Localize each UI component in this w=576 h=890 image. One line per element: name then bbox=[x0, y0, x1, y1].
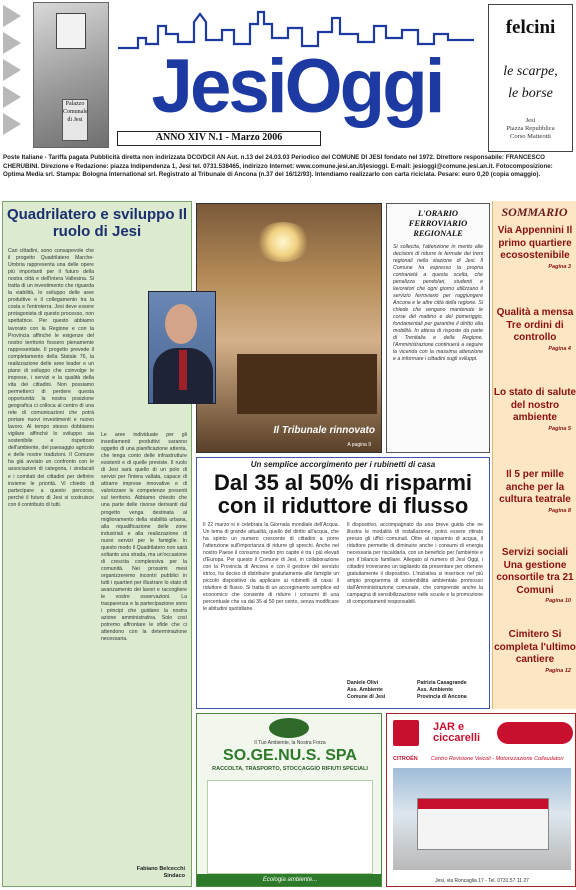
portrait-face bbox=[165, 304, 197, 344]
sommario-item-title: Qualità a mensa Tre ordini di controllo bbox=[496, 307, 574, 343]
tribunale-caption: Il Tribunale rinnovato bbox=[273, 425, 375, 436]
ad-felcini-tagline-1: le scarpe, bbox=[503, 64, 558, 79]
main-article-col2: Il dispositivo, accompagnato da una breve guida che ne illustra le modalità di installazione, potrà essere ritirato presso gli uffici comunali. Oltre al risparmio di acqua, il riduttore permette di diminuire anche i consumi di energia necessaria per riscaldarla, con un beneficio per l'ambiente e per il bilancio familiare. Allegato al numero di Jesi Oggi, i cittadini troveranno un tagliando da presentare per ottenere gratuitamente il dispositivo. L'iniziativa si inserisce nel più ampio programma di sostenibilità ambientale promosso dall'Amministrazione comunale, che comprende anche la campagna di sensibilizzazione nelle scuole e la promozione di comportamenti responsabili. bbox=[347, 522, 483, 605]
ad-jar-header bbox=[387, 714, 576, 754]
orario-body: Si sollecita, l'attenzione in merito alle decisioni di ridurre le fermate dei treni regionali nella stazione di Jesi. Il Comune ha espresso la propria contrarietà a questa scelta, che penalizza pendolari, studenti e lavoratori che ogni giorno utilizzano il servizio ferroviario per raggiungere Ancona e le altre città della regione. Si chiede che vengano mantenute le corse del mattino e del pomeriggio, fondamentali per garantire il diritto alla mobilità. In attesa di risposte da parte di Trenitalia e della Regione, l'Amministrazione continuerà a seguire la vicenda con la massima attenzione e a informare i cittadini sugli sviluppi. bbox=[393, 244, 483, 362]
ad-jar-ciccarelli[interactable] bbox=[386, 713, 576, 887]
ad-sogenus-footer: Ecologia ambiente... bbox=[197, 874, 382, 886]
ad-sogenus[interactable] bbox=[196, 713, 382, 887]
main-article-kicker: Un semplice accorgimento per i rubinetti di casa bbox=[250, 460, 436, 469]
sommario-item-title: Lo stato di salute del nostro ambiente bbox=[493, 387, 576, 423]
arrow-icon bbox=[3, 113, 21, 135]
issue-number: ANNO XIV N.1 - Marzo 2006 bbox=[117, 131, 321, 146]
sommario bbox=[492, 201, 576, 709]
ad-jar-photo bbox=[393, 768, 571, 870]
left-article-col2: Le aree individuate per gli insediamenti produttivi saranno oggetto di una pianificazione attenta, che tenga conto delle infrastrutture esistenti e di quelle previste. Il ruolo di Jesi sarà quello di un polo di servizi per l'intera vallata, capace di attrarre imprese innovative e di valorizzare le competenze presenti sul territorio. Abbiamo chiesto che una parte delle risorse derivanti dal progetto venga destinata al miglioramento della viabilità urbana, alla riqualificazione delle zone industriali e alla realizzazione di nuovi servizi per le famiglie. In questo modo il Quadrilatero non sarà soltanto una strada, ma un'occasione di crescita complessiva per la comunità. Nei prossimi mesi organizzeremo incontri pubblici in tutti i quartieri per illustrare lo stato di avanzamento dei lavori e raccogliere le vostre osservazioni. La trasparenza e la partecipazione sono i principi che guidano la nostra azione amministrativa. Solo così potremo affrontare le sfide che ci attendono con la determinazione necessaria. bbox=[101, 432, 187, 643]
ad-felcini-tagline bbox=[489, 61, 572, 105]
legal-notice: Poste Italiane - Tariffa pagata Pubblicità diretta non indirizzata DCO/DC/I AN Aut. n.13 del 24.03.03 Periodico del COMUNE DI JESI fondato nel 1972. Direttore responsabile: FRANCESCO CHERUBINI. Direzione e Redazione: piazza Indipendenza 1, Jesi tel. 0731.538465, indirizzo Internet: www.comune.jesi.an.it/jesioggi. E-mail: jesioggi@comune.jesi.an.it. Fotocomposizione: Optima Media srl. Stampa: Bologna International srl. Registrato al Tribunale di Ancona (n.37 del 16/12/93). Intendiamo realizzarlo con carta riciclata. Pesare: euro 0,20 (copia omaggio). bbox=[3, 154, 553, 179]
ad-felcini-brand: felcini bbox=[505, 17, 556, 38]
sommario-item-page: Pagina 5 bbox=[548, 425, 571, 432]
sommario-item-title: Via Appennini Il primo quartiere ecosostenibile bbox=[497, 225, 573, 261]
ad-jar-name-2: ciccarelli bbox=[433, 732, 481, 744]
citroen-logo-icon bbox=[393, 720, 419, 746]
ad-sogenus-certifications bbox=[207, 780, 373, 874]
courtroom-bench bbox=[237, 354, 377, 414]
ad-sogenus-name: SO.GE.NU.S. SPA bbox=[223, 747, 357, 764]
main-article-signature-right: Patrizia Casagrande Ass. Ambiente Provincia di Ancona bbox=[417, 680, 467, 700]
ad-jar-services: Centro Revisione Veicoli - Motorizzazione Collaudatori bbox=[431, 756, 564, 762]
left-article-signature: Fabiano Belcecchi Sindaco bbox=[136, 866, 185, 879]
portrait-tie bbox=[179, 350, 187, 390]
main-article bbox=[196, 457, 490, 709]
ad-jar-address: Jesi, via Roncaglia 17 - Tel. 0731.57 11 27 bbox=[435, 878, 529, 884]
main-article-signature-left: Daniele Olivi Ass. Ambiente Comune di Jesi bbox=[347, 680, 386, 700]
newspaper-logo: JesiOggi bbox=[151, 44, 443, 129]
sommario-item-page: Pagina 3 bbox=[548, 263, 571, 270]
mayor-portrait bbox=[148, 291, 216, 404]
sommario-title: SOMMARIO bbox=[501, 205, 568, 219]
sommario-item-page: Pagina 10 bbox=[545, 598, 571, 604]
palazzo-plaque: Palazzo Comunale di Jesi bbox=[62, 99, 88, 141]
ad-felcini[interactable] bbox=[488, 4, 573, 152]
dealership-building bbox=[417, 798, 549, 850]
wrench-icon bbox=[497, 722, 573, 744]
ad-felcini-address: Jesi Piazza Repubblica Corso Matteotti bbox=[506, 117, 555, 140]
sommario-item-page: Pagina 4 bbox=[548, 345, 571, 352]
ad-sogenus-motto: Il Tuo Ambiente, la Nostra Forza bbox=[254, 740, 326, 746]
tribunale-photo bbox=[196, 203, 382, 453]
arrow-icon bbox=[3, 5, 21, 27]
sommario-item[interactable] bbox=[493, 387, 576, 433]
arrow-icon bbox=[3, 86, 21, 108]
sommario-item[interactable] bbox=[493, 469, 576, 515]
sommario-item[interactable] bbox=[493, 629, 576, 675]
decorative-arrows bbox=[0, 2, 30, 147]
sommario-item[interactable] bbox=[493, 307, 576, 353]
sommario-item-page: Pagina 12 bbox=[545, 667, 571, 674]
orario-title: L'ORARIO FERROVIARIO REGIONALE bbox=[408, 208, 468, 238]
ad-felcini-tagline-2: le borse bbox=[508, 86, 553, 101]
left-article-title: Quadrilatero e sviluppo Il ruolo di Jesi bbox=[6, 206, 188, 240]
chandelier bbox=[255, 222, 311, 262]
ad-jar-name bbox=[433, 722, 480, 744]
sommario-item-title: Cimitero Si completa l'ultimo cantiere bbox=[494, 629, 576, 665]
arrow-icon bbox=[3, 59, 21, 81]
sommario-item-title: Il 5 per mille anche per la cultura teatrale bbox=[499, 469, 571, 505]
ad-jar-name-1: JAR e bbox=[433, 721, 465, 733]
ad-sogenus-services: RACCOLTA, TRASPORTO, STOCCAGGIO RIFIUTI SPECIALI bbox=[212, 766, 368, 772]
left-article-col1: Cari cittadini, sono consapevole che il progetto Quadrilatero Marche-Umbria rappresenta una delle opere più importanti per il futuro della nostra città e dell'intera Vallesina. Si tratta di un investimento che riguarda la viabilità, lo sviluppo delle aree produttive e il collegamento tra la costa e l'entroterra. Jesi deve essere protagonista di questo processo, non spettatrice. Per questo abbiamo lavorato con la Regione e con la Provincia affinché le esigenze del nostro territorio fossero pienamente rappresentate. Il progetto prevede il completamento della Statale 76, la realizzazione delle aree leader e un piano di sviluppo che coinvolge le imprese, i servizi e la qualità della vita dei cittadini. Non possiamo permetterci di perdere questa opportunità: la nostra posizione geografica ci colloca al centro di una rete di comunicazioni che potrà portare nuovi investimenti e nuovo lavoro. Al tempo stesso dobbiamo vigilare affinché lo sviluppo sia sostenibile e rispettoso dell'ambiente, del paesaggio agricolo e delle nostre tradizioni. Il Comune ha già avviato un confronto con le associazioni di categoria, i sindacati e i comitati dei cittadini per definire insieme le priorità. Vi chiedo di partecipare a questo percorso, perché il futuro di Jesi si costruisce con il contributo di tutti. bbox=[8, 248, 94, 508]
main-article-col1: Il 22 marzo si è celebrata la Giornata mondiale dell'Acqua. Un tema di grande attualità, quello del diritto all'acqua, che ha spinto un numero crescente di cittadini a porre l'attenzione sull'importanza di ridurre gli sprechi. Anche nel nostro Paese il consumo medio pro capite è tra i più elevati d'Europa. Per questo il Comune di Jesi, in collaborazione con la Provincia di Ancona e con il gestore del servizio idrico, ha deciso di distribuire gratuitamente alle famiglie un piccolo dispositivo da applicare ai rubinetti di casa: il riduttore di flusso. Si tratta di un accorgimento semplice ed economico che consente di ridurre i consumi di una percentuale che va dal 35 al 50 per cento, senza modificare le abitudini quotidiane. bbox=[203, 522, 339, 612]
ad-jar-brand: CITROËN bbox=[393, 756, 418, 762]
main-article-title: Dal 35 al 50% di risparmi con il riduttore di flusso bbox=[213, 470, 473, 518]
palazzo-photo bbox=[33, 2, 109, 148]
sommario-item-page: Pagina 8 bbox=[548, 507, 571, 514]
arrow-icon bbox=[3, 32, 21, 54]
orario-box bbox=[386, 203, 490, 453]
crest-icon bbox=[56, 13, 86, 49]
tribunale-caption-page: A pagina 9 bbox=[347, 442, 371, 448]
sommario-item[interactable] bbox=[493, 225, 576, 271]
sommario-item-title: Servizi sociali Una gestione consortile tra 21 Comuni bbox=[496, 547, 574, 596]
sommario-item[interactable] bbox=[493, 547, 576, 605]
tree-icon bbox=[269, 718, 309, 738]
